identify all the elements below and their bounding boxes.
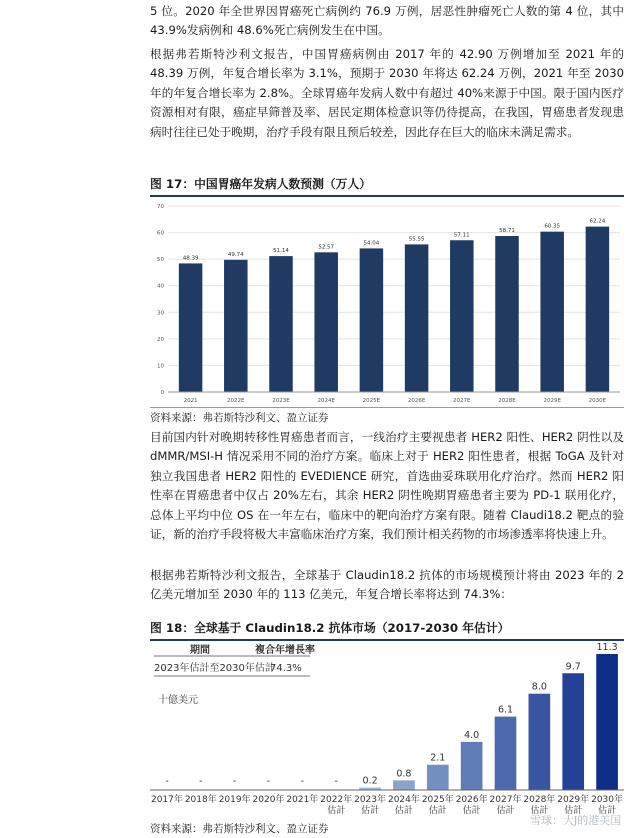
x-tick-label: 2026E — [407, 398, 426, 404]
x-tick-label: 2027年 — [489, 795, 522, 805]
paragraph-treatment: 目前国内针对晚期转移性胃癌患者而言，一线治疗主要视患者 HER2 阳性、HER2 阴性以及 dMMR/MSI-H 情况采用不同的治疗方案。临床上对于 HER2 阳性患者，根据 ToGA 及针对独立我国患者 HER2 阳性的 EVEDIENCE 研究，首选曲妥珠联用化疗治疗。然而 HER2 阳性率在胃癌患者中仅占 20%左右，其余 HER2 阴性晚期胃癌患者主要为 PD-1 联用化疗，总体上平均中位 OS 在一年左右，临床中的靶向治疗方案有限。随着 Claudi18.2 靶点的验证，新的治疗手段将极大丰富临床治疗方案，我们预计相关药物的市场渗透率将快速上升。 — [150, 430, 624, 542]
bar-value-label: 52.57 — [318, 244, 335, 251]
bar-value-label: 51.14 — [273, 248, 289, 255]
bar-value-label: 4.0 — [464, 729, 480, 741]
bar — [224, 260, 248, 392]
watermark: 雪球：大J的港美国 — [530, 814, 622, 827]
x-tick-label: 2022E — [227, 398, 245, 404]
bar — [540, 232, 564, 392]
x-tick-label: 2024E — [317, 398, 335, 404]
bar-value-label: - — [165, 776, 169, 787]
bar — [586, 227, 610, 392]
bar — [360, 248, 384, 392]
chart-gastric-cancer-incidence — [150, 196, 624, 408]
bar — [427, 765, 449, 790]
y-tick-label: 20 — [157, 336, 164, 343]
x-tick-label: 2030E — [588, 398, 607, 404]
bar-value-label: 62.24 — [589, 218, 606, 225]
bar — [461, 742, 483, 790]
bar-value-label: 0.2 — [362, 775, 378, 787]
bar-value-label: 2.1 — [430, 752, 446, 764]
bar-value-label: 49.74 — [227, 251, 244, 258]
bar-value-label: - — [334, 776, 338, 787]
bar — [314, 252, 338, 392]
bar — [529, 694, 551, 790]
table-header-period: 期間 — [190, 645, 210, 656]
x-tick-label: 2027E — [453, 398, 471, 404]
y-tick-label: 30 — [157, 310, 164, 317]
y-tick-label: 40 — [157, 283, 164, 290]
x-tick-label: 2025E — [362, 398, 381, 404]
figure-17-title: 图 17：中国胃癌年发病人数预测（万人） — [150, 175, 624, 197]
x-tick-label: 估計 — [496, 806, 515, 816]
x-tick-label: 估計 — [361, 806, 380, 816]
x-tick-label: 2030年 — [591, 795, 624, 805]
bar — [596, 654, 618, 790]
paragraph-claudin-market: 根据弗若斯特沙利文报告，全球基于 Claudin18.2 抗体的市场规模预计将由 2023 年的 2 亿美元增加至 2030 年的 113 亿美元，年复合增长率将达到 74.3%： — [150, 568, 624, 602]
bar-value-label: 54.04 — [363, 240, 380, 247]
x-tick-label: 2021 — [183, 398, 198, 404]
bar-value-label: 11.3 — [596, 642, 618, 653]
figure-18-title: 图 18：全球基于 Claudin18.2 抗体市场（2017-2030 年估计） — [150, 619, 624, 641]
y-tick-label: 10 — [157, 363, 164, 370]
bar-value-label: 9.7 — [565, 661, 581, 673]
x-tick-label: 估計 — [462, 806, 481, 816]
figure-18-source: 资料来源：弗若斯特沙利文、盈立证券 — [150, 823, 329, 835]
x-tick-label: 2020年 — [252, 795, 285, 805]
y-tick-label: 0 — [160, 390, 164, 396]
paragraph-intro: 5 位。2020 年全世界因胃癌死亡病例约 76.9 万例，居恶性肿瘤死亡人数的第 4 位，其中 43.9%发病例和 48.6%死亡病例发生在中国。 — [150, 4, 624, 38]
x-tick-label: 2021年 — [286, 795, 319, 805]
x-tick-label: 2018年 — [184, 795, 217, 805]
x-tick-label: 估計 — [428, 806, 447, 816]
x-tick-label: 估計 — [598, 806, 617, 816]
unit-label: 十億美元 — [158, 695, 198, 706]
x-tick-label: 2017年 — [150, 795, 183, 805]
bar-value-label: - — [199, 776, 203, 787]
table-row-period: 2023年估計至2030年估計 — [154, 663, 275, 674]
x-tick-label: 2028年 — [523, 795, 556, 805]
x-tick-label: 2019年 — [218, 795, 251, 805]
bar — [393, 780, 415, 790]
x-tick-label: 2023E — [272, 398, 290, 404]
y-tick-label: 60 — [157, 230, 164, 237]
paragraph-china-cases: 根据弗若斯特沙利文报告，中国胃癌病例由 2017 年的 42.90 万例增加至 2021 年的 48.39 万例，年复合增长率为 3.1%，预期于 2030 年将达 62.24 万例，2021 年至 2030 年的年复合增长率为 2.8%。全球胃癌年发病人数中有超过 40%来源于中国。限于国内医疗资源相对有限，癌症早筛普及率、居民定期体检意识等仍待提高，在我国，胃癌患者发现患病时往往已处于晚期，治疗手段有限且预后较差，因此存在巨大的临床未满足需求。 — [150, 47, 624, 139]
y-tick-label: 50 — [157, 257, 164, 264]
bar-value-label: 60.35 — [544, 223, 561, 230]
bar-value-label: 8.0 — [531, 681, 547, 693]
chart-claudin-market — [150, 640, 624, 820]
x-tick-label: 2022年 — [320, 795, 353, 805]
bar — [450, 240, 474, 392]
x-tick-label: 2024年 — [387, 795, 420, 805]
x-tick-label: 估計 — [530, 806, 549, 816]
bar — [405, 244, 429, 392]
x-tick-label: 2028E — [498, 398, 516, 404]
x-tick-label: 2026年 — [455, 795, 488, 805]
bar — [495, 717, 517, 790]
x-tick-label: 估計 — [564, 806, 583, 816]
x-tick-label: 2029E — [543, 398, 561, 404]
x-tick-label: 2025年 — [421, 795, 454, 805]
x-tick-label: 2023年 — [354, 795, 387, 805]
bar-value-label: 58.71 — [499, 227, 515, 234]
x-tick-label: 估計 — [394, 806, 413, 816]
bar-value-label: - — [300, 776, 305, 787]
bar-value-label: 55.55 — [408, 236, 425, 243]
bar-value-label: - — [232, 776, 237, 787]
bar — [179, 263, 203, 392]
bar-value-label: 57.11 — [453, 232, 470, 239]
bar — [495, 236, 519, 392]
figure-17-source: 资料来源：弗若斯特沙利文、盈立证券 — [150, 407, 624, 425]
bar — [269, 256, 293, 392]
table-header-cagr: 複合年增長率 — [255, 645, 315, 656]
x-tick-label: 估計 — [327, 806, 346, 816]
bar-value-label: 0.8 — [396, 768, 412, 780]
table-row-cagr: 74.3% — [270, 663, 302, 674]
x-tick-label: 2029年 — [557, 795, 590, 805]
bar-value-label: - — [266, 776, 271, 787]
bar-value-label: 6.1 — [497, 704, 514, 716]
y-tick-label: 70 — [157, 204, 164, 210]
bar-value-label: 48.39 — [182, 255, 199, 262]
bar — [562, 673, 584, 790]
